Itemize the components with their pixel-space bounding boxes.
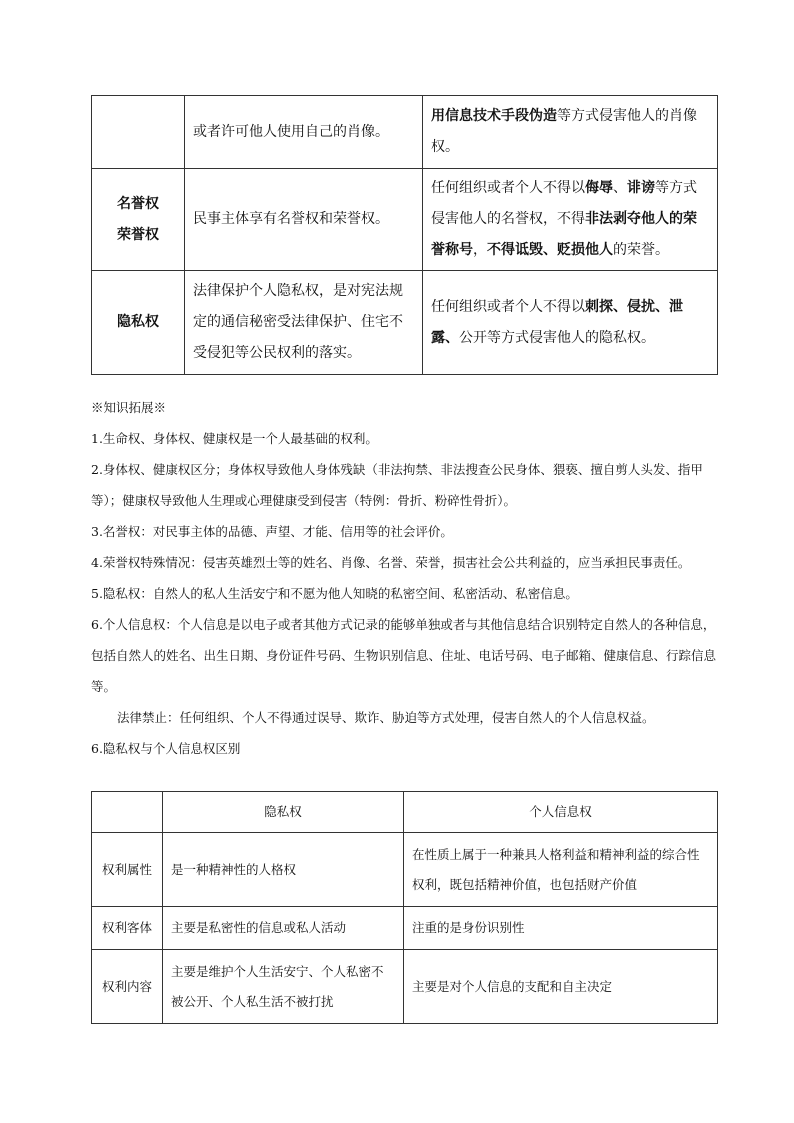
- section-heading: ※知识拓展※: [91, 400, 167, 415]
- table-cell: 主要是对个人信息的支配和自主决定: [404, 950, 718, 1024]
- note-item: 2.身体权、健康权区分；身体权导致他人身体残缺（非法拘禁、非法搜查公民身体、猥亵、擅自剪人头发、指甲等）；健康权导致他人生理或心理健康受到侵害（特例：骨折、粉碎性骨折）。: [91, 462, 703, 508]
- column-header: [92, 792, 163, 833]
- table-row: [92, 271, 718, 375]
- plain-text: 等方式侵害他人的肖像权。: [431, 108, 697, 155]
- table-row: [92, 907, 718, 950]
- column-header: 个人信息权: [404, 792, 718, 833]
- prohibition-cell: [423, 271, 718, 375]
- right-name-cell: [92, 169, 185, 271]
- plain-text: 任何组织或者个人不得以: [431, 298, 585, 315]
- table-cell: 主要是维护个人生活安宁、个人私密不被公开、个人私生活不被打扰: [163, 950, 404, 1024]
- note-item: 4.荣誉权特殊情况：侵害英雄烈士等的姓名、肖像、名誉、荣誉，损害社会公共利益的，应当承担民事责任。: [91, 555, 691, 570]
- rights-table: [91, 95, 718, 375]
- table-cell: 在性质上属于一种兼具人格利益和精神利益的综合性权利，既包括精神价值，也包括财产价值: [404, 833, 718, 907]
- prohibition-cell: [423, 169, 718, 271]
- right-name-a: 名誉权: [117, 195, 159, 212]
- right-description-cell: 法律保护个人隐私权，是对宪法规定的通信秘密受法律保护、住宅不受侵犯等公民权利的落实。: [185, 271, 423, 375]
- row-header: 权利客体: [92, 907, 163, 950]
- table-cell: 是一种精神性的人格权: [163, 833, 404, 907]
- note-item: 1.生命权、身体权、健康权是一个人最基础的权利。: [91, 431, 378, 446]
- knowledge-extension: [91, 392, 721, 764]
- plain-text: ，: [473, 242, 487, 258]
- emphasis-text: 不得诋毁、贬损他人: [487, 242, 613, 258]
- emphasis-text: 刺探、侵扰、泄露、: [431, 298, 683, 346]
- right-description-cell: 民事主体享有名誉权和荣誉权。: [185, 169, 423, 271]
- column-header: 隐私权: [163, 792, 404, 833]
- emphasis-text: 用信息技术手段伪造: [431, 108, 557, 124]
- comparison-table: [91, 791, 718, 1024]
- right-name-cell: 隐私权: [92, 271, 185, 375]
- note-item: 3.名誉权：对民事主体的品德、声望、才能、信用等的社会评价。: [91, 524, 453, 539]
- note-item: 法律禁止：任何组织、个人不得通过误导、欺诈、胁迫等方式处理，侵害自然人的个人信息权益。: [117, 710, 655, 725]
- table-row: [92, 96, 718, 169]
- plain-text: 任何组织或者个人不得以: [431, 180, 585, 196]
- plain-text: 等方式侵害他人的名誉权，不得: [431, 180, 697, 227]
- plain-text: 公开等方式侵害他人的隐私权。: [459, 329, 655, 346]
- note-item: 6.隐私权与个人信息权区别: [91, 741, 241, 756]
- row-header: 权利属性: [92, 833, 163, 907]
- note-item: 5.隐私权：自然人的私人生活安宁和不愿为他人知晓的私密空间、私密活动、私密信息。: [91, 586, 578, 601]
- emphasis-text: 侮辱: [585, 180, 613, 196]
- emphasis-text: 非法剥夺他人的荣誉称号: [431, 211, 697, 258]
- right-description-cell: 或者许可他人使用自己的肖像。: [185, 96, 423, 169]
- row-header: 权利内容: [92, 950, 163, 1024]
- table-cell: 主要是私密性的信息或私人活动: [163, 907, 404, 950]
- plain-text: 、: [613, 180, 627, 196]
- table-cell: 注重的是身份识别性: [404, 907, 718, 950]
- note-item: 6.个人信息权：个人信息是以电子或者其他方式记录的能够单独或者与其他信息结合识别特定自然人的各种信息，包括自然人的姓名、出生日期、身份证件号码、生物识别信息、住址、电话号码、电子邮箱、健康信息、行踪信息等。: [91, 617, 717, 694]
- table-row: [92, 169, 718, 271]
- table-row: [92, 833, 718, 907]
- right-name-b: 荣誉权: [117, 226, 159, 243]
- emphasis-text: 诽谤: [627, 180, 655, 196]
- right-name-cell: [92, 96, 185, 169]
- prohibition-cell: [423, 96, 718, 169]
- table-header-row: [92, 792, 718, 833]
- plain-text: 的荣誉。: [613, 242, 669, 258]
- table-row: [92, 950, 718, 1024]
